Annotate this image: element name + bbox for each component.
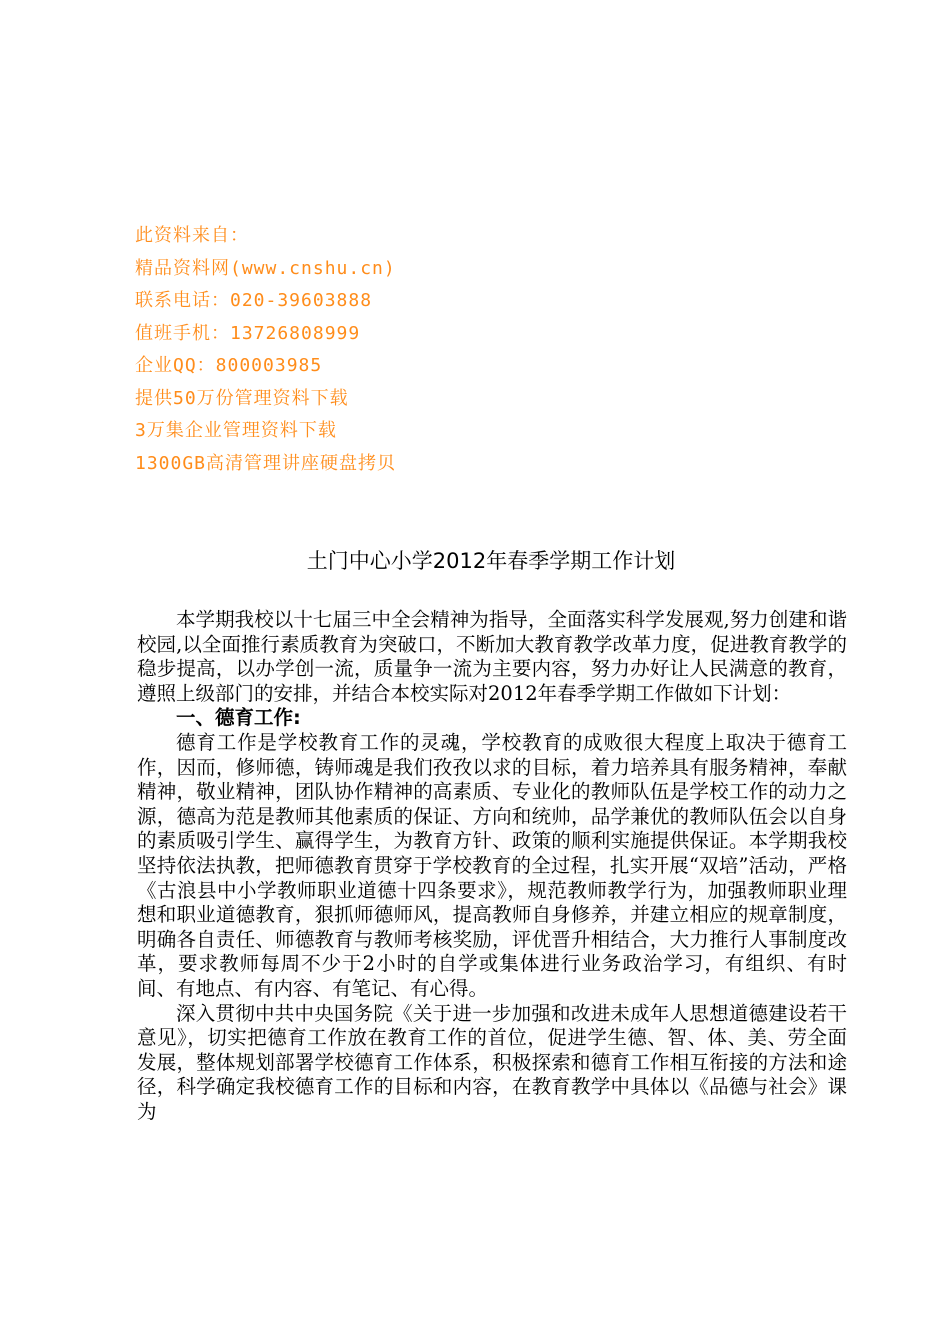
- ad-line-offer-1: 提供50万份管理资料下载: [135, 387, 349, 409]
- ad-line-offer-2: 3万集企业管理资料下载: [135, 420, 337, 441]
- moral-education-paragraph-1: 德育工作是学校教育工作的灵魂，学校教育的成败很大程度上取决于德育工作，因而，修师德，铸师魂是我们孜孜以求的目标，着力培养具有服务精神，奉献精神，敬业精神，团队协作精神的高素质、专业化的教师队伍是学校工作的动力之源，德高为范是教师其他素质的保证、方向和统帅，品学兼优的教师队伍会以自身的素质吸引学生、赢得学生，为教育方针、政策的顺利实施提供保证。本学期我校坚持依法执教，把师德教育贯穿于学校教育的全过程，扎实开展“双培”活动，严格《古浪县中小学教师职业道德十四条要求》，规范教师教学行为，加强教师职业理想和职业道德教育，狠抓师德师风，提高教师自身修养，并建立相应的规章制度，明确各自责任、师德教育与教师考核奖励，评优晋升相结合，大力推行人事制度改革，要求教师每周不少于2小时的自学或集体进行业务政治学习，有组织、有时间、有地点、有内容、有笔记、有心得。: [137, 730, 847, 1000]
- document-title: 土门中心小学2012年春季学期工作计划: [306, 549, 676, 573]
- ad-line-offer-3: 1300GB高清管理讲座硬盘拷贝: [135, 452, 397, 474]
- ad-line-source: 此资料来自：: [135, 225, 249, 246]
- ad-line-mobile: 值班手机：13726808999: [135, 322, 361, 344]
- intro-paragraph: 本学期我校以十七届三中全会精神为指导，全面落实科学发展观,努力创建和谐校园,以全面推行素质教育为突破口，不断加大教育教学改革力度，促进教育教学的稳步提高，以办学创一流，质量争一流为主要内容，努力办好让人民满意的教育，遵照上级部门的安排，并结合本校实际对2012年春季学期工作做如下计划：: [137, 608, 847, 705]
- source-ad-block: [135, 220, 735, 480]
- moral-education-paragraph-2: 深入贯彻中共中央国务院《关于进一步加强和改进未成年人思想道德建设若干意见》，切实把德育工作放在教育工作的首位，促进学生德、智、体、美、劳全面发展，整体规划部署学校德育工作体系，积极探索和德育工作相互衔接的方法和途径，科学确定我校德育工作的目标和内容，在教育教学中具体以《品德与社会》课为: [137, 1001, 847, 1123]
- document-body: [137, 608, 847, 1124]
- ad-line-phone: 联系电话：020-39603888: [135, 290, 373, 311]
- ad-line-qq: 企业QQ：800003985: [135, 355, 323, 376]
- section-heading-moral-education: 一、德育工作:: [176, 706, 301, 730]
- ad-line-website: 精品资料网(www.cnshu.cn): [135, 257, 396, 279]
